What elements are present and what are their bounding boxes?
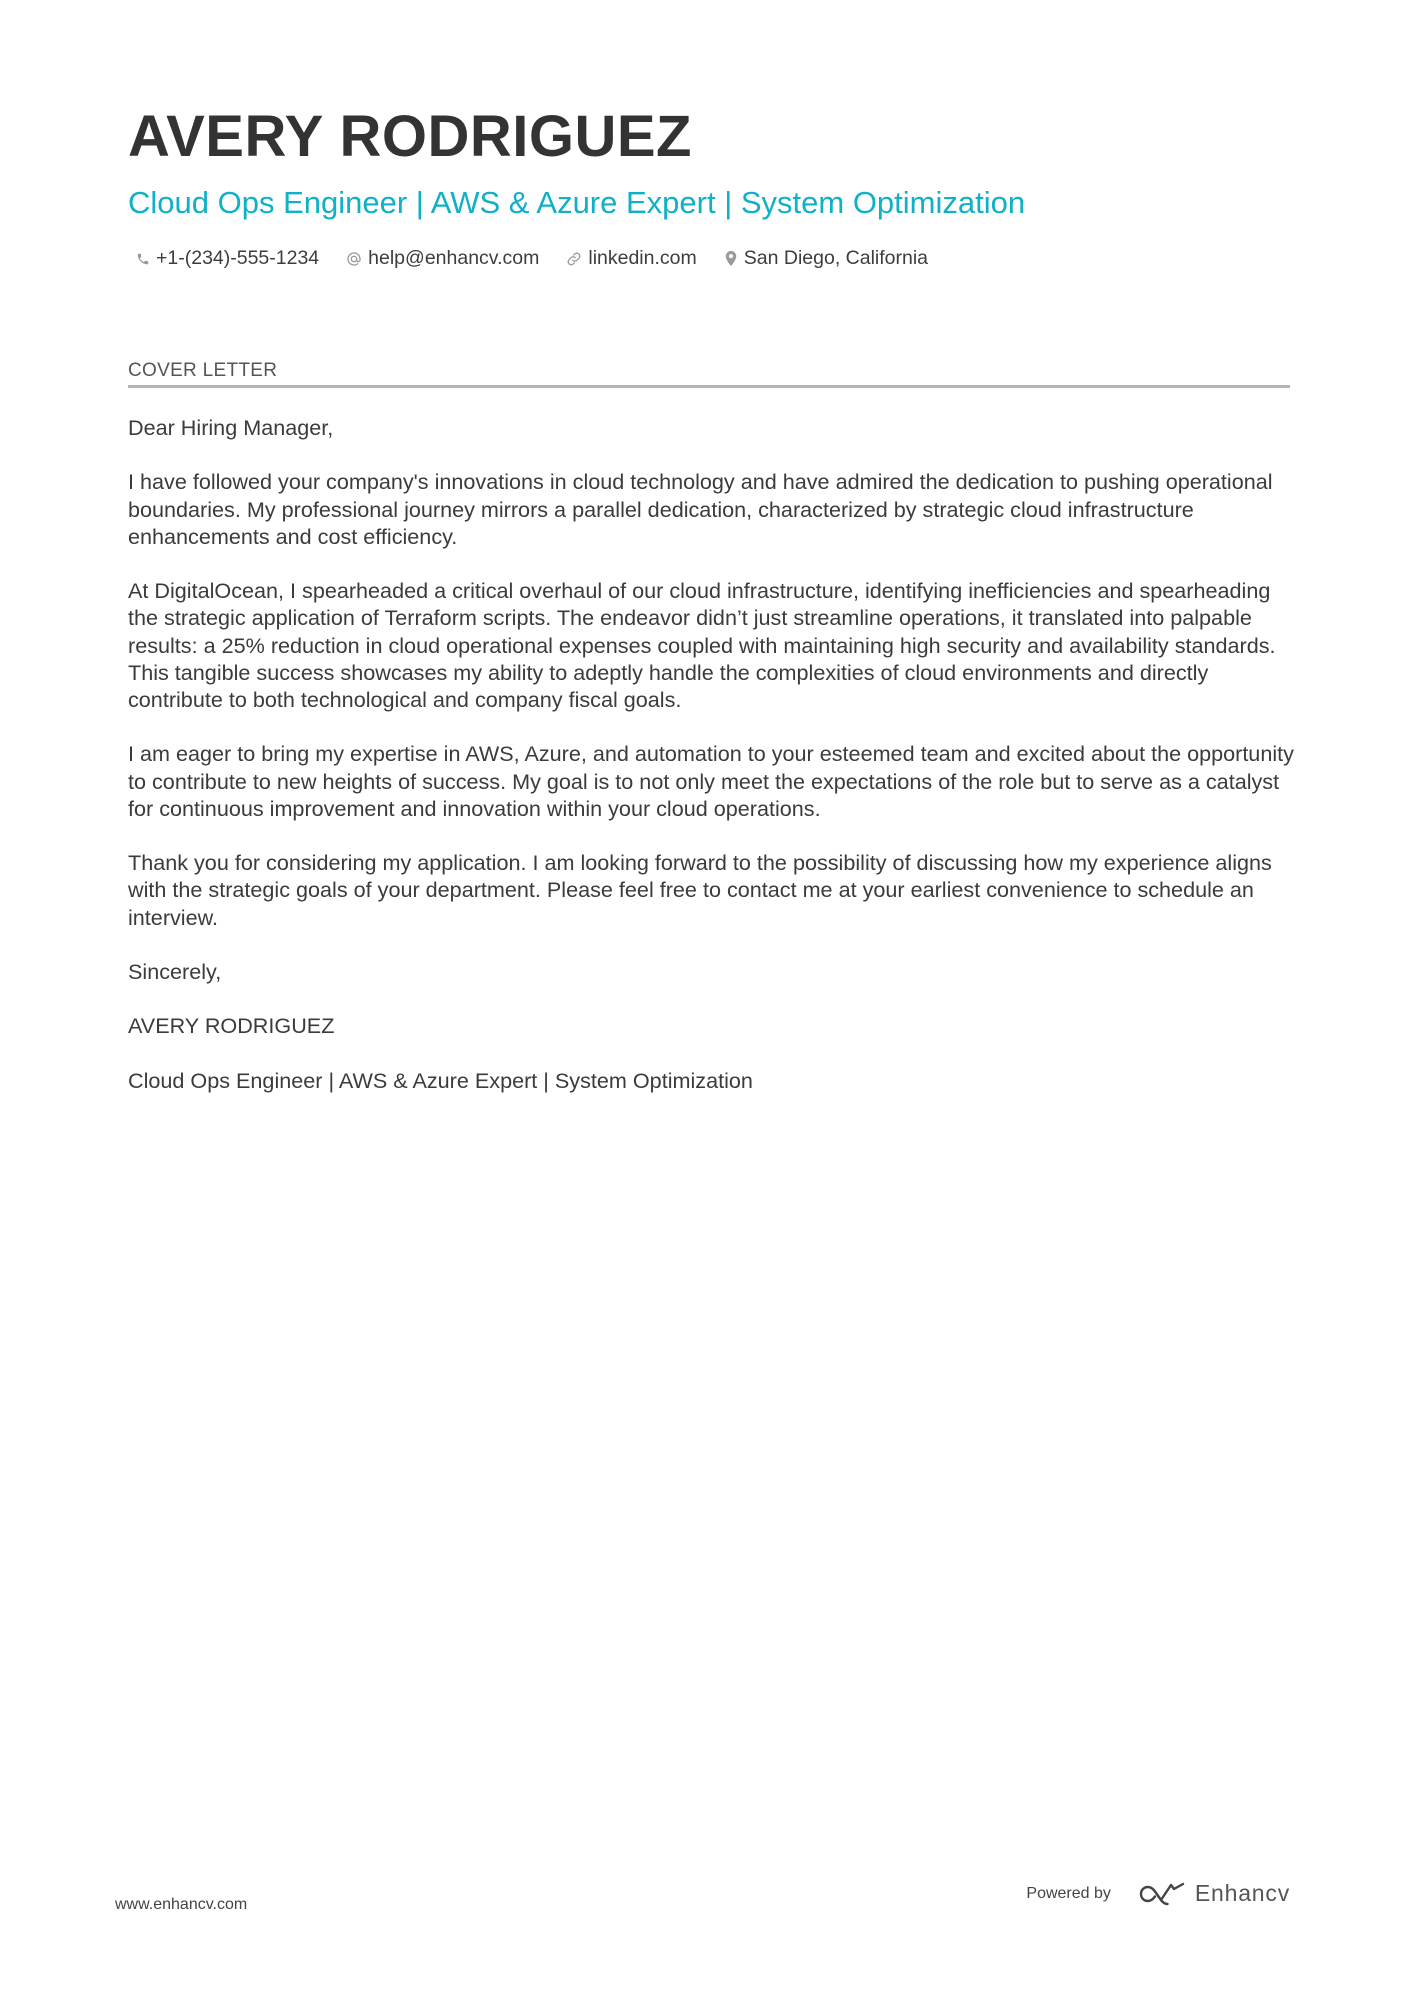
contact-phone <box>136 247 319 270</box>
contact-bar <box>136 247 955 270</box>
footer-website: www.enhancv.com <box>115 1896 248 1913</box>
contact-linkedin-text: linkedin.com <box>588 247 697 269</box>
letter-greeting: Dear Hiring Manager, <box>128 415 334 440</box>
footer-powered-by <box>1026 1880 1290 1907</box>
signature-title: Cloud Ops Engineer | AWS & Azure Expert | System Optimization <box>128 1067 753 1093</box>
contact-email <box>346 247 539 270</box>
letter-body <box>128 414 1294 1121</box>
phone-icon <box>136 251 150 267</box>
enhancv-logo-icon <box>1137 1882 1185 1906</box>
at-icon <box>346 251 362 267</box>
contact-location-text: San Diego, California <box>743 247 929 269</box>
brand-name: Enhancv <box>1194 1880 1290 1906</box>
candidate-headline: Cloud Ops Engineer | AWS & Azure Expert | System Optimization <box>128 185 1026 220</box>
link-icon <box>566 251 582 267</box>
powered-by-label: Powered by <box>1026 1884 1111 1902</box>
letter-closing: Sincerely, <box>128 958 222 984</box>
signature-name: AVERY RODRIGUEZ <box>128 1013 335 1039</box>
location-pin-icon <box>724 250 738 267</box>
letter-paragraph: Thank you for considering my application. I am looking forward to the possibility of discussing how my experience aligns with the strategic goals of your department. Please feel free to contact me at your earliest convenience to schedule an interview. <box>128 850 1272 930</box>
section-title-cover-letter: COVER LETTER <box>128 360 1290 388</box>
letter-paragraph: At DigitalOcean, I spearheaded a critical overhaul of our cloud infrastructure, identifying inefficiencies and spearheading the strategic application of Terraform scripts. The endeavor didn’t just streamline operations, it translated into palpable results: a 25% reduction in cloud operational expenses coupled with maintaining high security and availability standards. This tangible success showcases my ability to adeptly handle the complexities of cloud environments and directly contribute to both technological and company fiscal goals. <box>128 578 1276 712</box>
contact-email-text: help@enhancv.com <box>368 247 540 269</box>
letter-paragraph: I have followed your company's innovations in cloud technology and have admired the dedication to pushing operational boundaries. My professional journey mirrors a parallel dedication, characterized by strategic cloud infrastructure enhancements and cost efficiency. <box>128 469 1273 549</box>
candidate-name: AVERY RODRIGUEZ <box>128 104 692 169</box>
contact-phone-text: +1-(234)-555-1234 <box>156 247 320 269</box>
letter-paragraph: I am eager to bring my expertise in AWS, Azure, and automation to your esteemed team and excited about the opportunity to contribute to new heights of success. My goal is to not only meet the expectations of the role but to serve as a catalyst for continuous improvement and innovation within your cloud operations. <box>128 741 1294 821</box>
contact-location <box>724 247 928 270</box>
contact-linkedin <box>566 247 696 270</box>
